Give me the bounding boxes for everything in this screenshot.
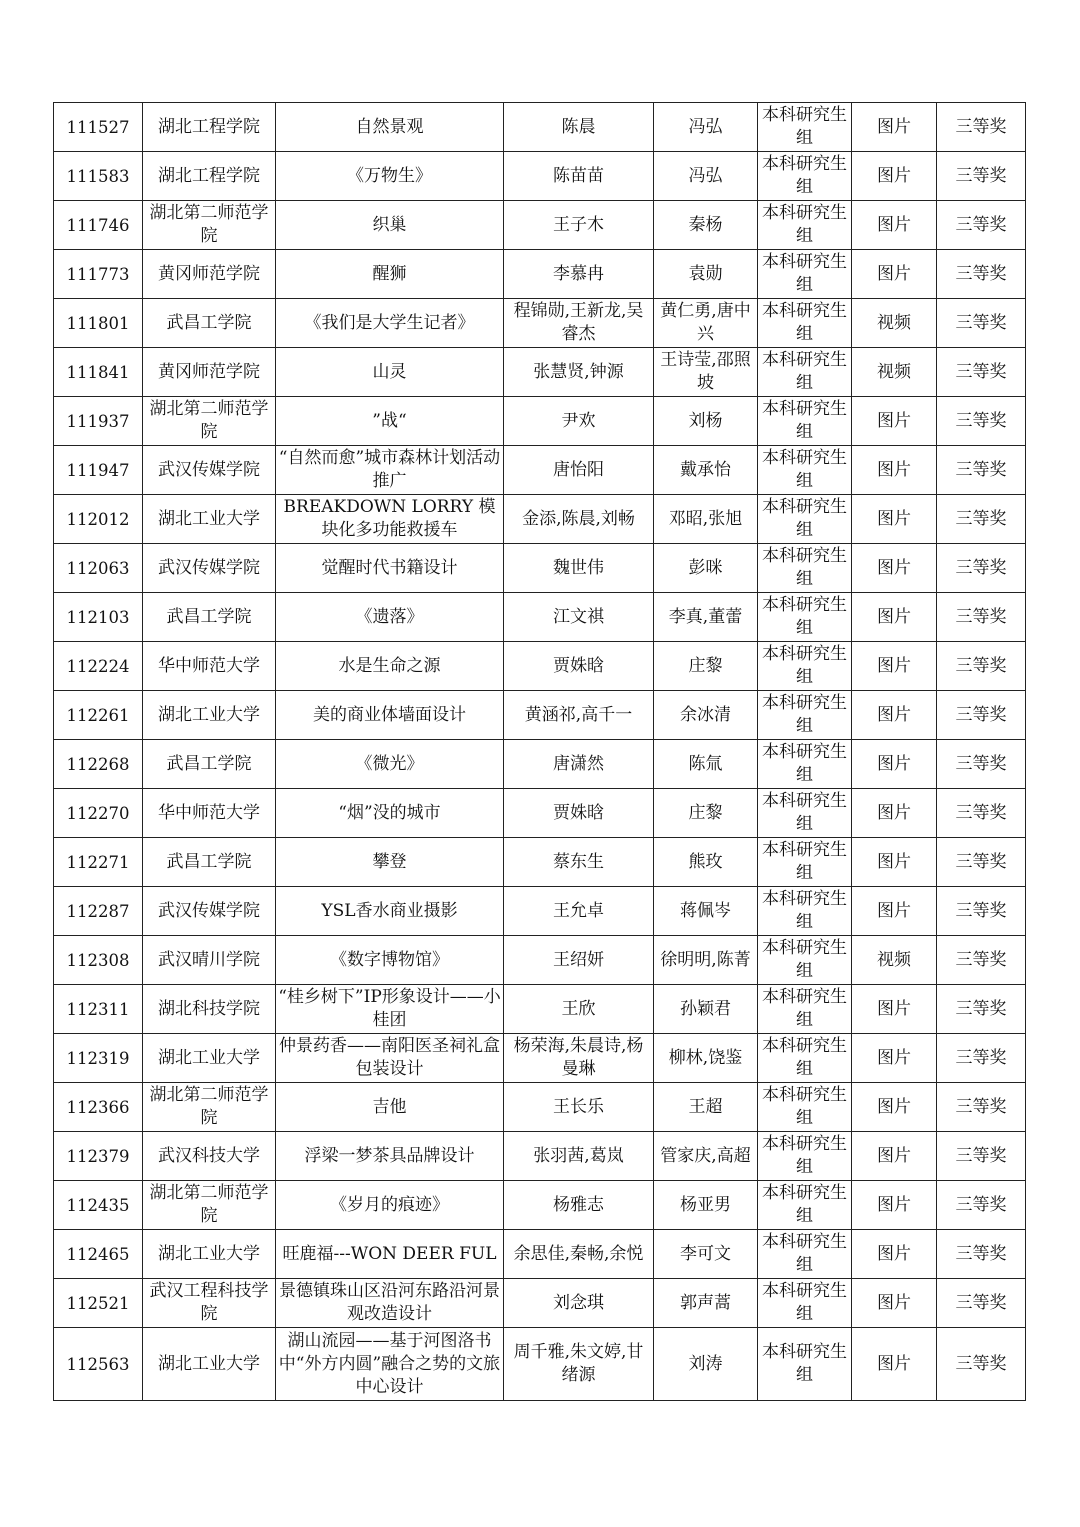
table-row: [54, 642, 1026, 691]
cell-authors: 贾姝晗: [504, 789, 654, 838]
cell-authors: 王欣: [504, 985, 654, 1034]
cell-entry-id: 112103: [54, 593, 143, 642]
cell-group: 本科研究生组: [758, 985, 852, 1034]
cell-award: 三等奖: [937, 152, 1026, 201]
cell-work-title: 湖山流园——基于河图洛书中“外方内圆”融合之势的文旅中心设计: [276, 1328, 504, 1401]
cell-school: 武汉传媒学院: [143, 544, 276, 593]
cell-work-type: 图片: [852, 789, 937, 838]
cell-advisors: 庄黎: [654, 789, 758, 838]
table-row: [54, 103, 1026, 152]
cell-group: 本科研究生组: [758, 936, 852, 985]
cell-work-type: 图片: [852, 593, 937, 642]
cell-entry-id: 111773: [54, 250, 143, 299]
table-row: [54, 446, 1026, 495]
cell-award: 三等奖: [937, 789, 1026, 838]
cell-authors: 唐潇然: [504, 740, 654, 789]
cell-work-title: 浮梁一梦茶具品牌设计: [276, 1132, 504, 1181]
cell-authors: 贾姝晗: [504, 642, 654, 691]
cell-authors: 周千雅,朱文婷,甘绪源: [504, 1328, 654, 1401]
cell-advisors: 王超: [654, 1083, 758, 1132]
cell-advisors: 熊玫: [654, 838, 758, 887]
cell-school: 武汉传媒学院: [143, 887, 276, 936]
cell-authors: 王允卓: [504, 887, 654, 936]
cell-work-title: 美的商业体墙面设计: [276, 691, 504, 740]
cell-advisors: 徐明明,陈菁: [654, 936, 758, 985]
table-row: [54, 1328, 1026, 1401]
cell-work-title: ”战“: [276, 397, 504, 446]
cell-school: 黄冈师范学院: [143, 348, 276, 397]
cell-work-title: 觉醒时代书籍设计: [276, 544, 504, 593]
cell-advisors: 黄仁勇,唐中兴: [654, 299, 758, 348]
table-row: [54, 1083, 1026, 1132]
cell-work-type: 图片: [852, 985, 937, 1034]
cell-group: 本科研究生组: [758, 789, 852, 838]
cell-authors: 王绍妍: [504, 936, 654, 985]
cell-authors: 蔡东生: [504, 838, 654, 887]
cell-award: 三等奖: [937, 446, 1026, 495]
cell-school: 武昌工学院: [143, 299, 276, 348]
cell-entry-id: 112435: [54, 1181, 143, 1230]
cell-work-title: 织巢: [276, 201, 504, 250]
cell-work-type: 图片: [852, 691, 937, 740]
cell-authors: 程锦勋,王新龙,吴睿杰: [504, 299, 654, 348]
table-row: [54, 1132, 1026, 1181]
cell-entry-id: 112465: [54, 1230, 143, 1279]
cell-entry-id: 112366: [54, 1083, 143, 1132]
cell-group: 本科研究生组: [758, 593, 852, 642]
cell-work-type: 图片: [852, 1279, 937, 1328]
cell-award: 三等奖: [937, 740, 1026, 789]
cell-group: 本科研究生组: [758, 152, 852, 201]
cell-work-title: 旺鹿福---WON DEER FUL: [276, 1230, 504, 1279]
cell-group: 本科研究生组: [758, 1279, 852, 1328]
cell-work-title: 仲景药香——南阳医圣祠礼盒包装设计: [276, 1034, 504, 1083]
table-row: [54, 397, 1026, 446]
cell-work-title: 攀登: [276, 838, 504, 887]
cell-authors: 杨雅志: [504, 1181, 654, 1230]
cell-group: 本科研究生组: [758, 544, 852, 593]
cell-entry-id: 112261: [54, 691, 143, 740]
cell-work-type: 图片: [852, 250, 937, 299]
cell-work-type: 图片: [852, 1328, 937, 1401]
cell-group: 本科研究生组: [758, 642, 852, 691]
cell-award: 三等奖: [937, 299, 1026, 348]
cell-award: 三等奖: [937, 1279, 1026, 1328]
table-row: [54, 593, 1026, 642]
cell-advisors: 彭咪: [654, 544, 758, 593]
cell-advisors: 管家庆,高超: [654, 1132, 758, 1181]
cell-work-title: 《数字博物馆》: [276, 936, 504, 985]
cell-work-title: 吉他: [276, 1083, 504, 1132]
cell-entry-id: 112012: [54, 495, 143, 544]
table-row: [54, 985, 1026, 1034]
cell-work-type: 图片: [852, 201, 937, 250]
cell-work-type: 图片: [852, 446, 937, 495]
cell-work-type: 图片: [852, 642, 937, 691]
cell-school: 武昌工学院: [143, 838, 276, 887]
cell-advisors: 庄黎: [654, 642, 758, 691]
cell-authors: 唐怡阳: [504, 446, 654, 495]
cell-entry-id: 111583: [54, 152, 143, 201]
table-row: [54, 789, 1026, 838]
table-row: [54, 1181, 1026, 1230]
cell-work-type: 视频: [852, 348, 937, 397]
cell-entry-id: 111937: [54, 397, 143, 446]
table-row: [54, 348, 1026, 397]
cell-entry-id: 111527: [54, 103, 143, 152]
table-row: [54, 1034, 1026, 1083]
cell-school: 华中师范大学: [143, 789, 276, 838]
table-row: [54, 495, 1026, 544]
cell-group: 本科研究生组: [758, 397, 852, 446]
cell-award: 三等奖: [937, 103, 1026, 152]
cell-award: 三等奖: [937, 544, 1026, 593]
cell-advisors: 冯弘: [654, 152, 758, 201]
cell-work-type: 图片: [852, 887, 937, 936]
cell-work-type: 图片: [852, 1230, 937, 1279]
cell-award: 三等奖: [937, 397, 1026, 446]
cell-group: 本科研究生组: [758, 299, 852, 348]
cell-advisors: 余冰清: [654, 691, 758, 740]
cell-school: 华中师范大学: [143, 642, 276, 691]
cell-award: 三等奖: [937, 985, 1026, 1034]
cell-entry-id: 112287: [54, 887, 143, 936]
cell-work-type: 图片: [852, 1034, 937, 1083]
table-row: [54, 299, 1026, 348]
cell-work-type: 图片: [852, 495, 937, 544]
award-table: [53, 102, 1026, 1401]
cell-authors: 杨荣海,朱晨诗,杨曼琳: [504, 1034, 654, 1083]
cell-authors: 张慧贤,钟源: [504, 348, 654, 397]
cell-school: 湖北工业大学: [143, 1034, 276, 1083]
cell-advisors: 柳林,饶鉴: [654, 1034, 758, 1083]
cell-group: 本科研究生组: [758, 1230, 852, 1279]
cell-work-type: 图片: [852, 1132, 937, 1181]
cell-advisors: 陈氚: [654, 740, 758, 789]
cell-award: 三等奖: [937, 691, 1026, 740]
cell-group: 本科研究生组: [758, 348, 852, 397]
cell-work-type: 图片: [852, 152, 937, 201]
cell-group: 本科研究生组: [758, 1132, 852, 1181]
cell-work-title: “自然而愈”城市森林计划活动推广: [276, 446, 504, 495]
table-row: [54, 936, 1026, 985]
cell-work-title: 《遗落》: [276, 593, 504, 642]
table-row: [54, 838, 1026, 887]
cell-entry-id: 112224: [54, 642, 143, 691]
cell-entry-id: 112308: [54, 936, 143, 985]
cell-work-type: 图片: [852, 397, 937, 446]
cell-award: 三等奖: [937, 250, 1026, 299]
cell-authors: 张羽茜,葛岚: [504, 1132, 654, 1181]
cell-school: 武汉传媒学院: [143, 446, 276, 495]
cell-authors: 余思佳,秦畅,余悦: [504, 1230, 654, 1279]
cell-advisors: 王诗莹,邵照坡: [654, 348, 758, 397]
cell-award: 三等奖: [937, 1230, 1026, 1279]
cell-school: 湖北工业大学: [143, 495, 276, 544]
cell-authors: 陈苗苗: [504, 152, 654, 201]
cell-entry-id: 112521: [54, 1279, 143, 1328]
cell-advisors: 秦杨: [654, 201, 758, 250]
cell-work-title: 《微光》: [276, 740, 504, 789]
cell-school: 湖北第二师范学院: [143, 397, 276, 446]
cell-group: 本科研究生组: [758, 1083, 852, 1132]
cell-school: 武昌工学院: [143, 593, 276, 642]
cell-group: 本科研究生组: [758, 740, 852, 789]
cell-entry-id: 112311: [54, 985, 143, 1034]
cell-school: 湖北第二师范学院: [143, 1181, 276, 1230]
cell-school: 武昌工学院: [143, 740, 276, 789]
cell-entry-id: 112270: [54, 789, 143, 838]
cell-school: 湖北工程学院: [143, 152, 276, 201]
cell-entry-id: 112063: [54, 544, 143, 593]
cell-school: 湖北科技学院: [143, 985, 276, 1034]
cell-group: 本科研究生组: [758, 1328, 852, 1401]
cell-award: 三等奖: [937, 887, 1026, 936]
cell-advisors: 冯弘: [654, 103, 758, 152]
cell-work-title: 醒狮: [276, 250, 504, 299]
cell-entry-id: 112319: [54, 1034, 143, 1083]
cell-work-title: “桂乡树下”IP形象设计——小桂团: [276, 985, 504, 1034]
cell-entry-id: 112563: [54, 1328, 143, 1401]
table-row: [54, 1279, 1026, 1328]
cell-school: 湖北工业大学: [143, 1328, 276, 1401]
cell-work-type: 图片: [852, 544, 937, 593]
cell-work-type: 视频: [852, 299, 937, 348]
cell-work-title: YSL香水商业摄影: [276, 887, 504, 936]
cell-work-type: 图片: [852, 103, 937, 152]
cell-award: 三等奖: [937, 1181, 1026, 1230]
cell-work-title: 《我们是大学生记者》: [276, 299, 504, 348]
cell-advisors: 戴承怡: [654, 446, 758, 495]
cell-group: 本科研究生组: [758, 201, 852, 250]
cell-work-type: 视频: [852, 936, 937, 985]
cell-work-title: 自然景观: [276, 103, 504, 152]
cell-advisors: 袁勋: [654, 250, 758, 299]
cell-authors: 魏世伟: [504, 544, 654, 593]
cell-entry-id: 111841: [54, 348, 143, 397]
cell-award: 三等奖: [937, 1328, 1026, 1401]
table-row: [54, 691, 1026, 740]
cell-group: 本科研究生组: [758, 495, 852, 544]
cell-award: 三等奖: [937, 593, 1026, 642]
cell-entry-id: 112268: [54, 740, 143, 789]
cell-school: 武汉工程科技学院: [143, 1279, 276, 1328]
cell-work-title: 景德镇珠山区沿河东路沿河景观改造设计: [276, 1279, 504, 1328]
cell-authors: 金添,陈晨,刘畅: [504, 495, 654, 544]
cell-work-type: 图片: [852, 740, 937, 789]
cell-work-title: 《万物生》: [276, 152, 504, 201]
cell-authors: 王子木: [504, 201, 654, 250]
cell-work-title: “烟”没的城市: [276, 789, 504, 838]
cell-award: 三等奖: [937, 348, 1026, 397]
cell-school: 武汉晴川学院: [143, 936, 276, 985]
cell-group: 本科研究生组: [758, 1181, 852, 1230]
cell-authors: 王长乐: [504, 1083, 654, 1132]
cell-authors: 黄涵祁,高千一: [504, 691, 654, 740]
cell-work-title: 山灵: [276, 348, 504, 397]
cell-work-title: 《岁月的痕迹》: [276, 1181, 504, 1230]
cell-group: 本科研究生组: [758, 250, 852, 299]
cell-award: 三等奖: [937, 838, 1026, 887]
table-row: [54, 250, 1026, 299]
cell-group: 本科研究生组: [758, 1034, 852, 1083]
cell-authors: 刘念琪: [504, 1279, 654, 1328]
cell-group: 本科研究生组: [758, 691, 852, 740]
cell-award: 三等奖: [937, 642, 1026, 691]
cell-authors: 尹欢: [504, 397, 654, 446]
cell-advisors: 蒋佩岑: [654, 887, 758, 936]
cell-entry-id: 112379: [54, 1132, 143, 1181]
cell-group: 本科研究生组: [758, 446, 852, 495]
cell-award: 三等奖: [937, 1083, 1026, 1132]
cell-entry-id: 111746: [54, 201, 143, 250]
cell-advisors: 刘杨: [654, 397, 758, 446]
cell-advisors: 邓昭,张旭: [654, 495, 758, 544]
cell-entry-id: 112271: [54, 838, 143, 887]
cell-group: 本科研究生组: [758, 103, 852, 152]
cell-advisors: 杨亚男: [654, 1181, 758, 1230]
cell-work-type: 图片: [852, 838, 937, 887]
cell-award: 三等奖: [937, 1132, 1026, 1181]
cell-advisors: 孙颖君: [654, 985, 758, 1034]
cell-entry-id: 111801: [54, 299, 143, 348]
cell-advisors: 李可文: [654, 1230, 758, 1279]
cell-school: 湖北工程学院: [143, 103, 276, 152]
cell-award: 三等奖: [937, 1034, 1026, 1083]
cell-award: 三等奖: [937, 201, 1026, 250]
cell-work-type: 图片: [852, 1181, 937, 1230]
cell-advisors: 郭声蒿: [654, 1279, 758, 1328]
cell-school: 湖北第二师范学院: [143, 1083, 276, 1132]
table-row: [54, 740, 1026, 789]
cell-work-type: 图片: [852, 1083, 937, 1132]
cell-school: 湖北第二师范学院: [143, 201, 276, 250]
cell-school: 黄冈师范学院: [143, 250, 276, 299]
table-row: [54, 887, 1026, 936]
cell-work-title: BREAKDOWN LORRY 模块化多功能救援车: [276, 495, 504, 544]
table-row: [54, 1230, 1026, 1279]
cell-entry-id: 111947: [54, 446, 143, 495]
cell-advisors: 刘涛: [654, 1328, 758, 1401]
table-row: [54, 544, 1026, 593]
table-row: [54, 201, 1026, 250]
cell-group: 本科研究生组: [758, 887, 852, 936]
cell-school: 湖北工业大学: [143, 1230, 276, 1279]
cell-award: 三等奖: [937, 936, 1026, 985]
cell-authors: 李慕冉: [504, 250, 654, 299]
cell-work-title: 水是生命之源: [276, 642, 504, 691]
cell-authors: 江文祺: [504, 593, 654, 642]
table-row: [54, 152, 1026, 201]
cell-authors: 陈晨: [504, 103, 654, 152]
cell-award: 三等奖: [937, 495, 1026, 544]
cell-advisors: 李真,董蕾: [654, 593, 758, 642]
cell-school: 湖北工业大学: [143, 691, 276, 740]
award-table-body: [54, 103, 1026, 1401]
cell-group: 本科研究生组: [758, 838, 852, 887]
cell-school: 武汉科技大学: [143, 1132, 276, 1181]
